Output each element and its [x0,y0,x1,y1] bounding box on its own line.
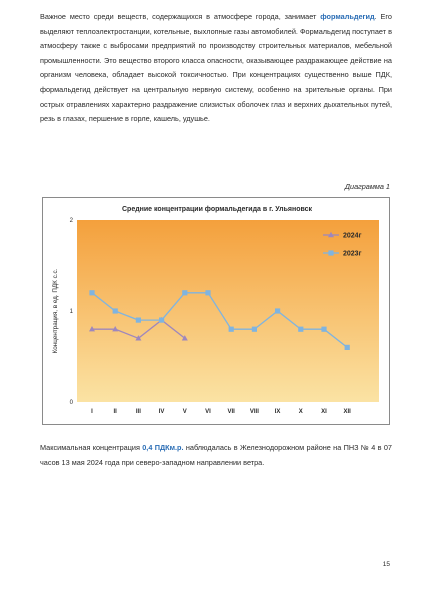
series-2023-point [229,327,234,332]
x-tick-label: V [182,409,187,415]
x-tick-label: XII [343,409,351,415]
max-text-rest: наблюдалась в Железнодорожном районе на ПНЗ № 4 в 07 часов 13 мая 2024 года при северо-западном направлении ветра. [40,443,392,467]
formaldehyde-term: формальдегид [320,12,375,21]
x-tick-label: XI [321,409,327,415]
max-value: 0,4 ПДКм.р. [142,443,184,452]
series-2023-point [89,290,94,295]
series-2023-point [182,290,187,295]
y-axis-label: Концентрация, в ед. ПДК с.с. [52,268,59,354]
series-2023-point [298,327,303,332]
chart-svg [43,198,391,426]
formaldehyde-chart [42,197,390,425]
x-tick-label: I [91,409,93,415]
series-2023-point [252,327,257,332]
chart-title: Средние концентрации формальдегида в г. Ульяновск [121,206,313,213]
legend-label: 2024г [343,232,362,240]
series-2023-point [275,308,280,313]
diagram-caption: Диаграмма 1 [344,182,390,191]
y-tick-label: 1 [69,309,73,315]
y-tick-label: 2 [69,218,73,224]
x-tick-label: II [113,409,117,415]
legend-label: 2023г [343,250,362,258]
intro-paragraph [40,10,392,127]
page-number: 15 [382,561,390,568]
x-tick-label: VI [205,409,211,415]
legend-swatch-marker [328,250,333,255]
x-tick-label: VIII [249,409,259,415]
x-tick-label: VII [227,409,235,415]
intro-text-start: Важное место среди веществ, содержащихся в атмосфере города, занимает [40,12,321,21]
series-2023-point [345,345,350,350]
x-tick-label: IV [158,409,165,415]
series-2023-point [159,318,164,323]
series-2023-point [136,318,141,323]
y-tick-label: 0 [69,400,73,406]
intro-text-rest: . Его выделяют теплоэлектростанции, котельные, выхлопные газы автомобилей. Формальдегид поступает в атмосферу также с выбросами предприятий по производству строительных материалов, мебельной промышленности. Это вещество второго класса опасности, оказывающее раздражающее действие на организм человека, обладает высокой токсичностью. При концентрациях существенно выше ПДК, формальдегид действует на центральную нервную систему, особенно на зрительные органы. При острых отравлениях характерно раздражение слизистых оболочек глаз и верхних дыхательных путей, резь в глазах, першение в горле, кашель, удушье. [40,12,392,124]
max-text-start: Максимальная концентрация [40,443,143,452]
series-2023-point [205,290,210,295]
x-tick-label: III [135,409,141,415]
x-tick-label: IX [274,409,281,415]
series-2023-point [321,327,326,332]
series-2023-point [113,308,118,313]
max-concentration-paragraph [40,441,392,470]
plot-area [77,220,379,402]
x-tick-label: X [298,409,303,415]
